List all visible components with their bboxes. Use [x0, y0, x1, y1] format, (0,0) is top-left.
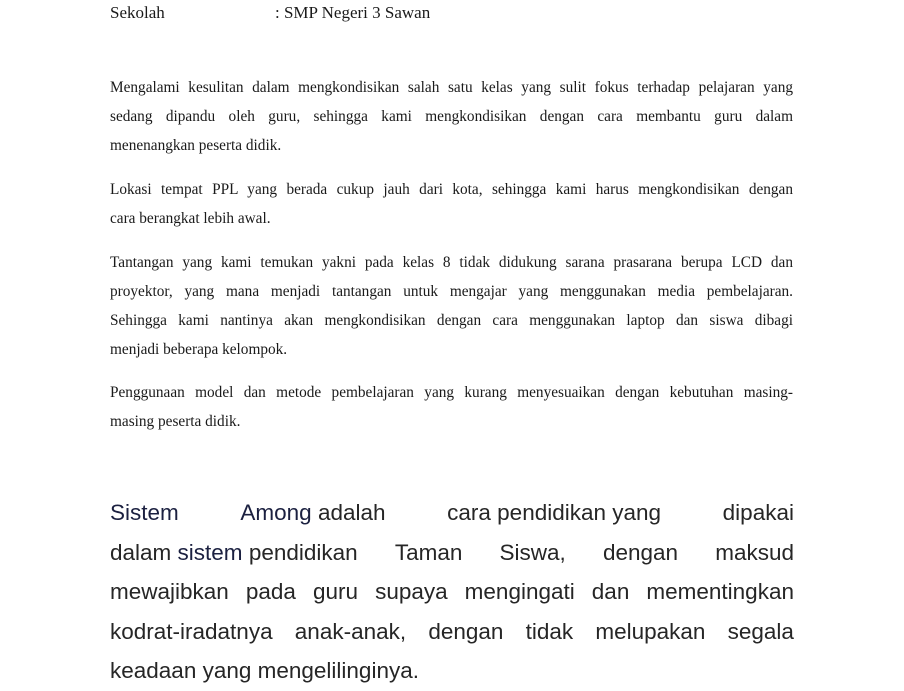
- word: Sistem: [110, 500, 179, 525]
- text-line: masing peserta didik.: [110, 413, 241, 430]
- word: Siswa,: [499, 539, 566, 565]
- word: anak-anak,: [294, 618, 407, 644]
- paragraph-challenge-class: [110, 73, 793, 160]
- paragraph-challenge-facilities: [110, 248, 793, 364]
- text-line: proyektor, yang mana menjadi tantangan untuk mengajar yang menggunakan media pembelajaran.: [110, 283, 793, 300]
- word: dalam sistem pendidikan: [110, 533, 358, 573]
- text-line: Mengalami kesulitan dalam mengkondisikan salah satu kelas yang sulit fokus terhadap pelajaran yang: [110, 79, 793, 96]
- paragraph-challenge-method: [110, 378, 793, 436]
- school-label: Sekolah: [110, 3, 165, 22]
- word: maksud: [715, 539, 794, 565]
- word: segala: [727, 618, 794, 644]
- text-line: [110, 612, 794, 652]
- word: pada: [245, 579, 296, 604]
- word: dan: [591, 579, 630, 604]
- word: tidak: [525, 618, 574, 644]
- text-line: Tantangan yang kami temukan yakni pada kelas 8 tidak didukung sarana prasarana berupa LCD dan: [110, 254, 793, 271]
- text-line: Penggunaan model dan metode pembelajaran yang kurang menyesuaikan dengan kebutuhan masing-: [110, 384, 793, 401]
- paragraph-challenge-location: [110, 175, 793, 233]
- text-line: cara berangkat lebih awal.: [110, 210, 271, 227]
- text-line: sedang dipandu oleh guru, sehingga kami mengkondisikan dengan cara membantu guru dalam: [110, 108, 793, 125]
- word: Among adalah: [240, 493, 385, 533]
- sistem-among-paragraph: [110, 493, 794, 691]
- word: dengan: [602, 539, 679, 565]
- school-value: : SMP Negeri 3 Sawan: [275, 3, 431, 22]
- word: melupakan: [595, 618, 706, 644]
- word: cara pendidikan yang: [447, 500, 662, 525]
- text-line: [110, 533, 794, 573]
- word-sistem: sistem: [177, 539, 243, 565]
- word: mewajibkan: [110, 579, 229, 604]
- word: mementingkan: [646, 579, 794, 604]
- text-line: Lokasi tempat PPL yang berada cukup jauh dari kota, sehingga kami harus mengkondisikan dengan: [110, 181, 793, 198]
- text-line: menjadi beberapa kelompok.: [110, 341, 288, 358]
- word: mengingati: [464, 579, 575, 604]
- word: dengan: [428, 618, 504, 644]
- text-line: [110, 572, 794, 612]
- text-line: menenangkan peserta didik.: [110, 137, 282, 154]
- text-line: Sehingga kami nantinya akan mengkondisikan dengan cara menggunakan laptop dan siswa dibagi: [110, 312, 793, 329]
- word-among: Among: [240, 500, 312, 525]
- text-line: [110, 651, 794, 691]
- word: Taman: [394, 539, 463, 565]
- text-line: [110, 493, 794, 533]
- word: keadaan yang mengelilinginya.: [110, 658, 419, 683]
- word: dipakai: [722, 500, 794, 525]
- word: supaya: [375, 579, 448, 604]
- word: guru: [312, 579, 359, 604]
- word: kodrat-iradatnya: [110, 618, 273, 644]
